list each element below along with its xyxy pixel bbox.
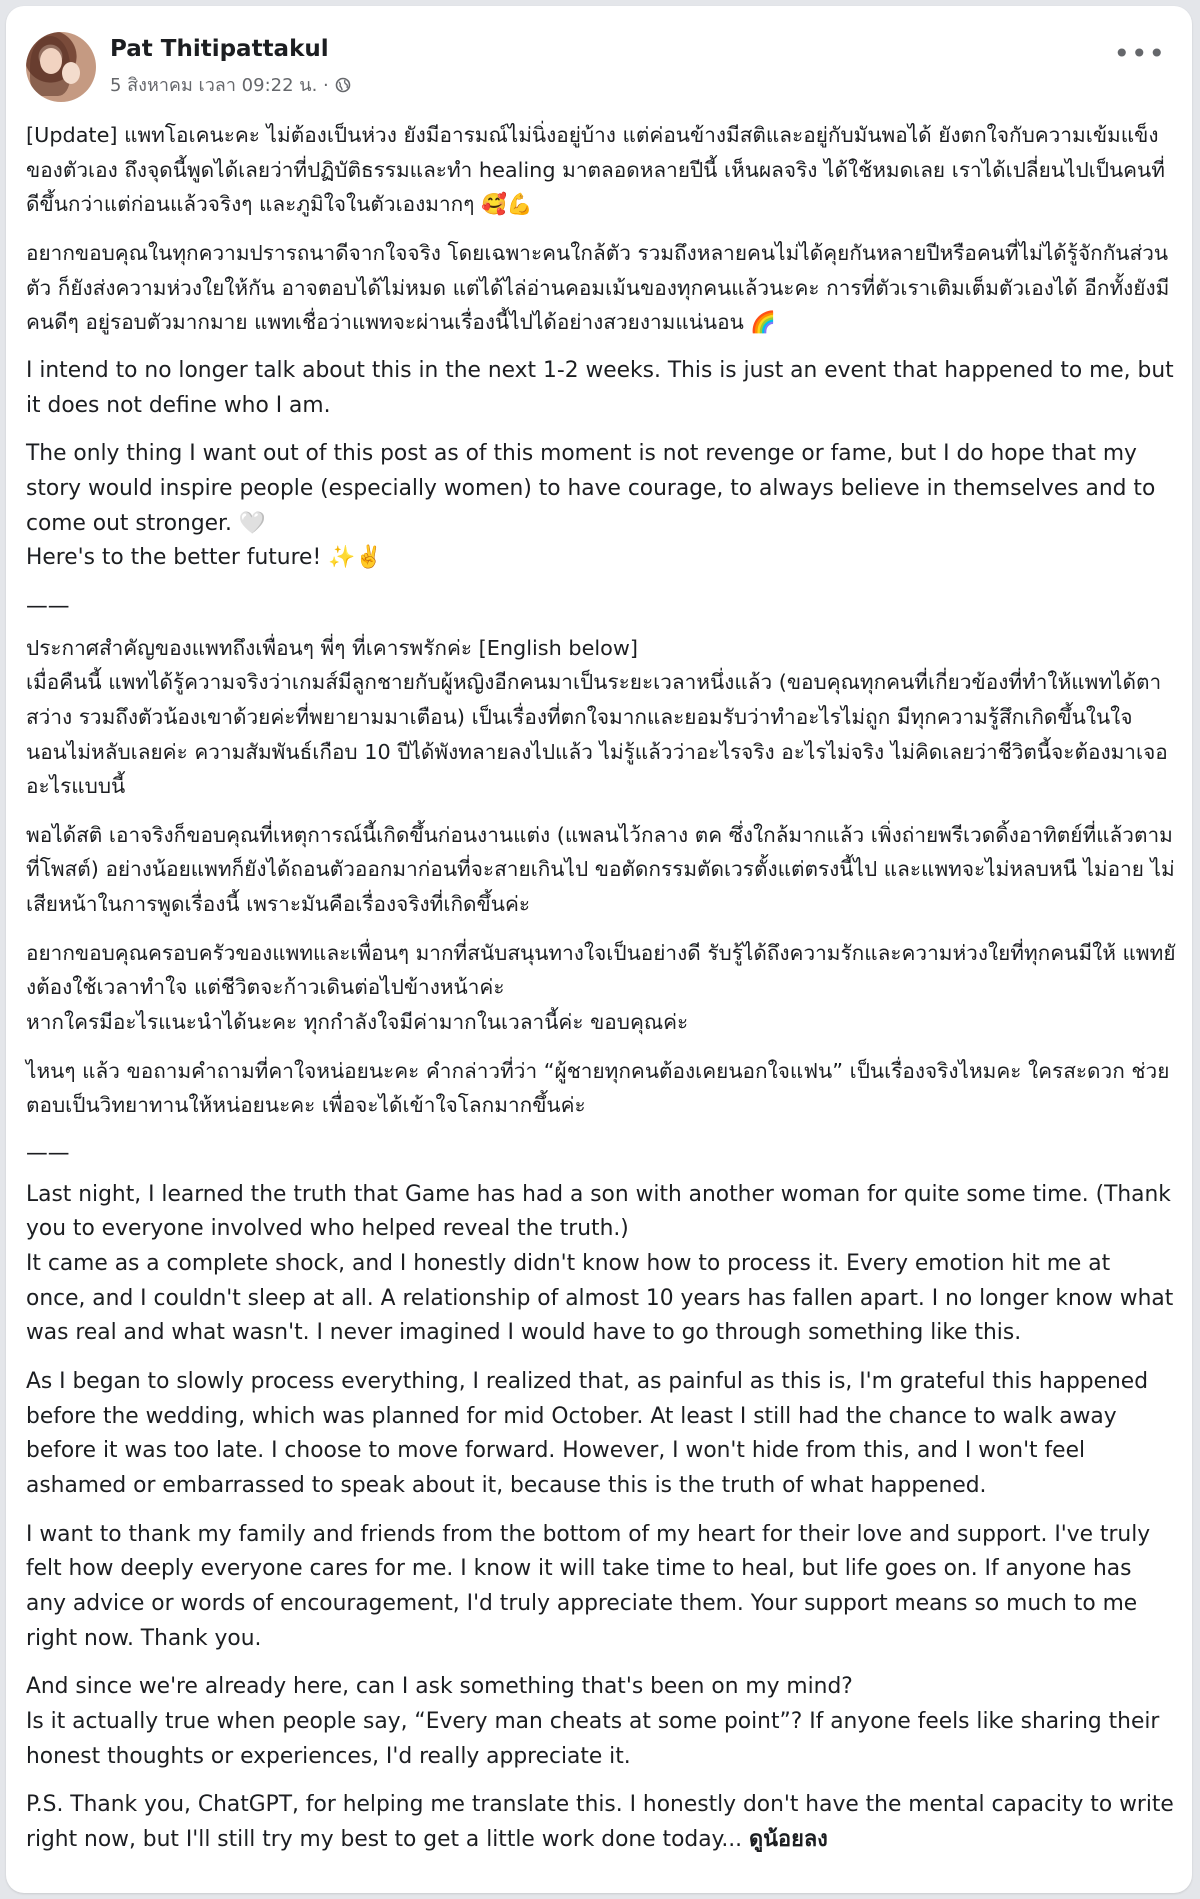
post-paragraph: [Update] แพทโอเคนะคะ ไม่ต้องเป็นห่วง ยังมีอารมณ์ไม่นิ่งอยู่บ้าง แต่ค่อนข้างมีสติและอยู่กับมันพอได้ ยังตกใจกับความเข้มแข็งของตัวเอง ถึงจุดนี้พูดได้เลยว่าที่ปฏิบัติธรรมและทำ healing มาตลอดหลายปีนี้ เห็นผลจริง ได้ใช้หมดเลย เราได้เปลี่ยนไปเป็นคนที่ดีขึ้นกว่าแต่ก่อนแล้วจริงๆ และภูมิใจในตัวเองมากๆ 🥰💪 — [26, 123, 1165, 217]
post-header — [26, 32, 1172, 106]
post-paragraph: พอได้สติ เอาจริงก็ขอบคุณที่เหตุการณ์นี้เกิดขึ้นก่อนงานแต่ง (แพลนไว้กลาง ตค ซึ่งใกล้มากแล้ว เพิ่งถ่ายพรีเวดดิ้งอาทิตย์ที่แล้วตามที่โพสต์) อย่างน้อยแพทก็ยังได้ถอนตัวออกมาก่อนที่จะสายเกินไป ขอตัดกรรมตัดเวรตั้งแต่ตรงนี้ไป และแพทจะไม่หลบหนี ไม่อาย ไม่เสียหน้าในการพูดเรื่องนี้ เพราะมันคือเรื่องจริงที่เกิดขึ้นค่ะ — [26, 822, 1175, 917]
globe-icon[interactable] — [335, 77, 351, 93]
post-paragraph: And since we're already here, can I ask something that's been on my mind? Is it actually true when people say, “Every man cheats at some point”? If anyone feels like sharing their honest thoughts or experiences, I'd really appreciate it. — [26, 1674, 1160, 1769]
post-paragraph: อยากขอบคุณครอบครัวของแพทและเพื่อนๆ มากที่สนับสนุนทางใจเป็นอย่างดี รับรู้ได้ถึงความรักและความห่วงใยที่ทุกคนมีให้ แพทยังต้องใช้เวลาทำใจ แต่ชีวิตจะก้าวเดินต่อไปข้างหน้าค่ะ หากใครมีอะไรแนะนำได้นะคะ ทุกกำลังใจมีค่ามากในเวลานี้ค่ะ ขอบคุณค่ะ — [26, 940, 1176, 1035]
more-options-icon[interactable]: ••• — [1113, 37, 1166, 70]
section-divider: —— — [26, 593, 70, 619]
post-paragraph: อยากขอบคุณในทุกความปรารถนาดีจากใจจริง โดยเฉพาะคนใกล้ตัว รวมถึงหลายคนไม่ได้คุยกันหลายปีหรือคนที่ไม่ได้รู้จักกันส่วนตัว ก็ยังส่งความห่วงใยให้กัน อาจตอบได้ไม่หมด แต่ได้ไล่อ่านคอมเม้นของทุกคนแล้วนะคะ การที่ตัวเราเติมเต็มตัวเองได้ อีกทั้งยังมีคนดีๆ อยู่รอบตัวมากมาย แพทเชื่อว่าแพทจะผ่านเรื่องนี้ไปได้อย่างสวยงามแน่นอน 🌈 — [26, 240, 1170, 335]
post-paragraph: The only thing I want out of this post as of this moment is not revenge or fame, but I do hope that my story would inspire people (especially women) to have courage, to always believe in themselves and to come out stronger. 🤍 Here's to the better future! ✨✌️ — [26, 441, 1156, 571]
post-paragraph: ประกาศสำคัญของแพทถึงเพื่อนๆ พี่ๆ ที่เคารพรักค่ะ [English below] เมื่อคืนนี้ แพทได้รู้ความจริงว่าเกมส์มีลูกชายกับผู้หญิงอีกคนมาเป็นระยะเวลาหนึ่งแล้ว (ขอบคุณทุกคนที่เกี่ยวข้องที่ทำให้แพทได้ตาสว่าง รวมถึงตัวน้องเขาด้วยค่ะที่พยายามมาเตือน) เป็นเรื่องที่ตกใจมากและยอมรับว่าทำอะไรไม่ถูก มีทุกความรู้สึกเกิดขึ้นในใจ นอนไม่หลับเลยค่ะ ความสัมพันธ์เกือบ 10 ปีได้พังทลายลงไปแล้ว ไม่รู้แล้วว่าอะไรจริง อะไรไม่จริง ไม่คิดเลยว่าชีวิตนี้จะต้องมาเจออะไรแบบนี้ — [26, 635, 1168, 799]
post-paragraph: I want to thank my family and friends from the bottom of my heart for their love and support. I've truly felt how deeply everyone cares for me. I know it will take time to heal, but life goes on. If anyone has any advice or words of encouragement, I'd truly appreciate them. Your support means so much to me right now. Thank you. — [26, 1521, 1151, 1651]
author-avatar[interactable] — [26, 32, 96, 102]
post-paragraph: ไหนๆ แล้ว ขอถามคำถามที่คาใจหน่อยนะคะ คำกล่าวที่ว่า “ผู้ชายทุกคนต้องเคยนอกใจแฟน” เป็นเรื่องจริงไหมคะ ใครสะดวก ช่วยตอบเป็นวิทยาทานให้หน่อยนะคะ เพื่อจะได้เข้าใจโลกมากขึ้นค่ะ — [26, 1058, 1170, 1118]
last-paragraph-text: P.S. Thank you, ChatGPT, for helping me translate this. I honestly don't have the mental capacity to write right now, but I'll still try my best to get a little work done today... — [26, 1792, 1174, 1852]
section-divider: —— — [26, 1141, 70, 1167]
post-paragraph: I intend to no longer talk about this in the next 1-2 weeks. This is just an event that happened to me, but it does not define who I am. — [26, 357, 1174, 418]
see-less-button[interactable]: ดูน้อยลง — [749, 1826, 828, 1852]
post-paragraph-last — [26, 1788, 1176, 1857]
post-card — [6, 6, 1192, 1893]
post-paragraph: As I began to slowly process everything, I realized that, as painful as this is, I'm grateful this happened before the wedding, which was planned for mid October. At least I still had the chance to walk away before it was too late. I choose to move forward. However, I won't hide from this, and I won't feel ashamed or embarrassed to speak about it, because this is the truth of what happened. — [26, 1369, 1149, 1498]
post-paragraph: Last night, I learned the truth that Game has had a son with another woman for quite some time. (Thank you to everyone involved who helped reveal the truth.) It came as a complete shock, and I honestly didn't know how to process it. Every emotion hit me at once, and I couldn't sleep at all. A relationship of almost 10 years has fallen apart. I no longer know what was real and what wasn't. I never imagined I would have to go through something like this. — [26, 1181, 1174, 1346]
post-body — [26, 118, 1176, 1872]
post-timestamp[interactable]: 5 สิงหาคม เวลา 09:22 น. · — [110, 75, 329, 96]
post-meta — [110, 70, 351, 99]
author-name[interactable]: Pat Thitipattakul — [110, 36, 329, 62]
